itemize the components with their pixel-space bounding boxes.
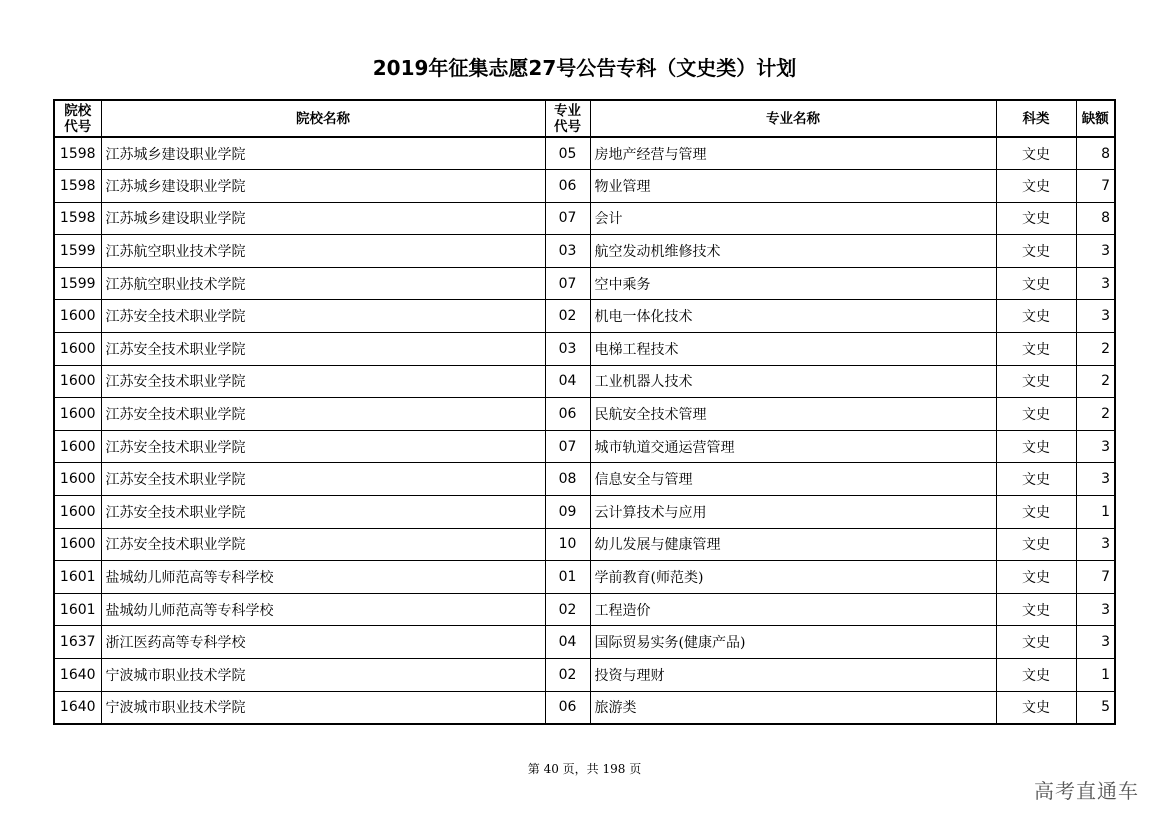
shortage-cell: 3 bbox=[1076, 463, 1115, 496]
category-cell: 文史 bbox=[996, 430, 1076, 463]
major-code-cell: 05 bbox=[545, 137, 590, 170]
major-code-cell: 02 bbox=[545, 300, 590, 333]
major-name-cell: 投资与理财 bbox=[590, 659, 996, 692]
table-row bbox=[54, 593, 1115, 626]
header-major-code: 专业 代号 bbox=[545, 100, 590, 137]
category-cell: 文史 bbox=[996, 561, 1076, 594]
school-code-cell: 1600 bbox=[54, 398, 101, 431]
table-row bbox=[54, 170, 1115, 203]
major-code-cell: 02 bbox=[545, 593, 590, 626]
school-code-cell: 1598 bbox=[54, 137, 101, 170]
category-cell: 文史 bbox=[996, 528, 1076, 561]
major-code-cell: 03 bbox=[545, 235, 590, 268]
major-code-cell: 07 bbox=[545, 430, 590, 463]
table-row bbox=[54, 430, 1115, 463]
major-name-cell: 空中乘务 bbox=[590, 267, 996, 300]
category-cell: 文史 bbox=[996, 626, 1076, 659]
major-code-cell: 04 bbox=[545, 365, 590, 398]
school-name-cell: 江苏安全技术职业学院 bbox=[101, 300, 545, 333]
shortage-cell: 1 bbox=[1076, 659, 1115, 692]
table-row bbox=[54, 202, 1115, 235]
major-name-cell: 物业管理 bbox=[590, 170, 996, 203]
school-code-cell: 1601 bbox=[54, 561, 101, 594]
shortage-cell: 2 bbox=[1076, 398, 1115, 431]
school-name-cell: 江苏安全技术职业学院 bbox=[101, 430, 545, 463]
page-title: 2019年征集志愿27号公告专科（文史类）计划 bbox=[372, 56, 797, 80]
table-row bbox=[54, 626, 1115, 659]
watermark: 高考直通车 bbox=[1034, 779, 1139, 803]
table-row bbox=[54, 659, 1115, 692]
shortage-cell: 3 bbox=[1076, 593, 1115, 626]
school-code-cell: 1598 bbox=[54, 170, 101, 203]
shortage-cell: 7 bbox=[1076, 170, 1115, 203]
major-name-cell: 城市轨道交通运营管理 bbox=[590, 430, 996, 463]
major-name-cell: 航空发动机维修技术 bbox=[590, 235, 996, 268]
major-code-cell: 07 bbox=[545, 267, 590, 300]
school-name-cell: 浙江医药高等专科学校 bbox=[101, 626, 545, 659]
major-code-cell: 06 bbox=[545, 691, 590, 724]
major-code-cell: 06 bbox=[545, 170, 590, 203]
shortage-cell: 8 bbox=[1076, 137, 1115, 170]
major-name-cell: 会计 bbox=[590, 202, 996, 235]
table-header-row bbox=[54, 100, 1115, 137]
table-row bbox=[54, 691, 1115, 724]
major-name-cell: 旅游类 bbox=[590, 691, 996, 724]
shortage-cell: 2 bbox=[1076, 365, 1115, 398]
school-code-cell: 1640 bbox=[54, 691, 101, 724]
major-code-cell: 06 bbox=[545, 398, 590, 431]
shortage-cell: 2 bbox=[1076, 333, 1115, 366]
table-row bbox=[54, 496, 1115, 529]
page-footer: 第 40 页，共 198 页 bbox=[527, 762, 642, 776]
school-code-cell: 1600 bbox=[54, 300, 101, 333]
shortage-cell: 3 bbox=[1076, 300, 1115, 333]
shortage-cell: 3 bbox=[1076, 430, 1115, 463]
category-cell: 文史 bbox=[996, 170, 1076, 203]
header-school-name: 院校名称 bbox=[101, 100, 545, 137]
major-name-cell: 云计算技术与应用 bbox=[590, 496, 996, 529]
school-name-cell: 宁波城市职业技术学院 bbox=[101, 691, 545, 724]
header-major-name: 专业名称 bbox=[590, 100, 996, 137]
header-school-code: 院校 代号 bbox=[54, 100, 101, 137]
school-code-cell: 1599 bbox=[54, 267, 101, 300]
table-row bbox=[54, 561, 1115, 594]
shortage-cell: 8 bbox=[1076, 202, 1115, 235]
category-cell: 文史 bbox=[996, 333, 1076, 366]
school-name-cell: 江苏城乡建设职业学院 bbox=[101, 137, 545, 170]
category-cell: 文史 bbox=[996, 463, 1076, 496]
school-code-cell: 1600 bbox=[54, 463, 101, 496]
table-row bbox=[54, 463, 1115, 496]
school-code-cell: 1600 bbox=[54, 430, 101, 463]
school-name-cell: 江苏航空职业技术学院 bbox=[101, 267, 545, 300]
category-cell: 文史 bbox=[996, 593, 1076, 626]
header-shortage: 缺额 bbox=[1076, 100, 1115, 137]
table-row bbox=[54, 137, 1115, 170]
major-name-cell: 电梯工程技术 bbox=[590, 333, 996, 366]
table-row bbox=[54, 235, 1115, 268]
table-row bbox=[54, 398, 1115, 431]
school-name-cell: 江苏安全技术职业学院 bbox=[101, 496, 545, 529]
school-code-cell: 1637 bbox=[54, 626, 101, 659]
shortage-cell: 3 bbox=[1076, 626, 1115, 659]
school-name-cell: 江苏城乡建设职业学院 bbox=[101, 170, 545, 203]
shortage-cell: 5 bbox=[1076, 691, 1115, 724]
shortage-cell: 3 bbox=[1076, 267, 1115, 300]
table-row bbox=[54, 528, 1115, 561]
major-code-cell: 10 bbox=[545, 528, 590, 561]
major-name-cell: 机电一体化技术 bbox=[590, 300, 996, 333]
major-name-cell: 学前教育(师范类) bbox=[590, 561, 996, 594]
school-code-cell: 1640 bbox=[54, 659, 101, 692]
category-cell: 文史 bbox=[996, 365, 1076, 398]
major-name-cell: 信息安全与管理 bbox=[590, 463, 996, 496]
table-row bbox=[54, 267, 1115, 300]
table-row bbox=[54, 365, 1115, 398]
major-name-cell: 民航安全技术管理 bbox=[590, 398, 996, 431]
major-code-cell: 08 bbox=[545, 463, 590, 496]
school-name-cell: 江苏航空职业技术学院 bbox=[101, 235, 545, 268]
shortage-cell: 7 bbox=[1076, 561, 1115, 594]
category-cell: 文史 bbox=[996, 137, 1076, 170]
school-code-cell: 1598 bbox=[54, 202, 101, 235]
school-code-cell: 1600 bbox=[54, 496, 101, 529]
school-name-cell: 江苏城乡建设职业学院 bbox=[101, 202, 545, 235]
school-code-cell: 1599 bbox=[54, 235, 101, 268]
school-code-cell: 1600 bbox=[54, 365, 101, 398]
school-name-cell: 江苏安全技术职业学院 bbox=[101, 333, 545, 366]
major-code-cell: 09 bbox=[545, 496, 590, 529]
table-row bbox=[54, 333, 1115, 366]
shortage-cell: 3 bbox=[1076, 528, 1115, 561]
school-code-cell: 1601 bbox=[54, 593, 101, 626]
table-row bbox=[54, 300, 1115, 333]
school-name-cell: 江苏安全技术职业学院 bbox=[101, 463, 545, 496]
category-cell: 文史 bbox=[996, 267, 1076, 300]
major-name-cell: 工程造价 bbox=[590, 593, 996, 626]
category-cell: 文史 bbox=[996, 202, 1076, 235]
major-code-cell: 07 bbox=[545, 202, 590, 235]
school-code-cell: 1600 bbox=[54, 528, 101, 561]
major-name-cell: 幼儿发展与健康管理 bbox=[590, 528, 996, 561]
major-name-cell: 房地产经营与管理 bbox=[590, 137, 996, 170]
category-cell: 文史 bbox=[996, 496, 1076, 529]
school-code-cell: 1600 bbox=[54, 333, 101, 366]
category-cell: 文史 bbox=[996, 300, 1076, 333]
major-code-cell: 02 bbox=[545, 659, 590, 692]
school-name-cell: 江苏安全技术职业学院 bbox=[101, 528, 545, 561]
school-name-cell: 宁波城市职业技术学院 bbox=[101, 659, 545, 692]
major-code-cell: 01 bbox=[545, 561, 590, 594]
major-code-cell: 03 bbox=[545, 333, 590, 366]
school-name-cell: 江苏安全技术职业学院 bbox=[101, 365, 545, 398]
category-cell: 文史 bbox=[996, 691, 1076, 724]
category-cell: 文史 bbox=[996, 235, 1076, 268]
major-name-cell: 工业机器人技术 bbox=[590, 365, 996, 398]
school-name-cell: 盐城幼儿师范高等专科学校 bbox=[101, 561, 545, 594]
shortage-cell: 1 bbox=[1076, 496, 1115, 529]
category-cell: 文史 bbox=[996, 659, 1076, 692]
school-name-cell: 盐城幼儿师范高等专科学校 bbox=[101, 593, 545, 626]
header-category: 科类 bbox=[996, 100, 1076, 137]
school-name-cell: 江苏安全技术职业学院 bbox=[101, 398, 545, 431]
major-name-cell: 国际贸易实务(健康产品) bbox=[590, 626, 996, 659]
category-cell: 文史 bbox=[996, 398, 1076, 431]
shortage-cell: 3 bbox=[1076, 235, 1115, 268]
major-code-cell: 04 bbox=[545, 626, 590, 659]
enrollment-plan-table bbox=[53, 99, 1116, 725]
